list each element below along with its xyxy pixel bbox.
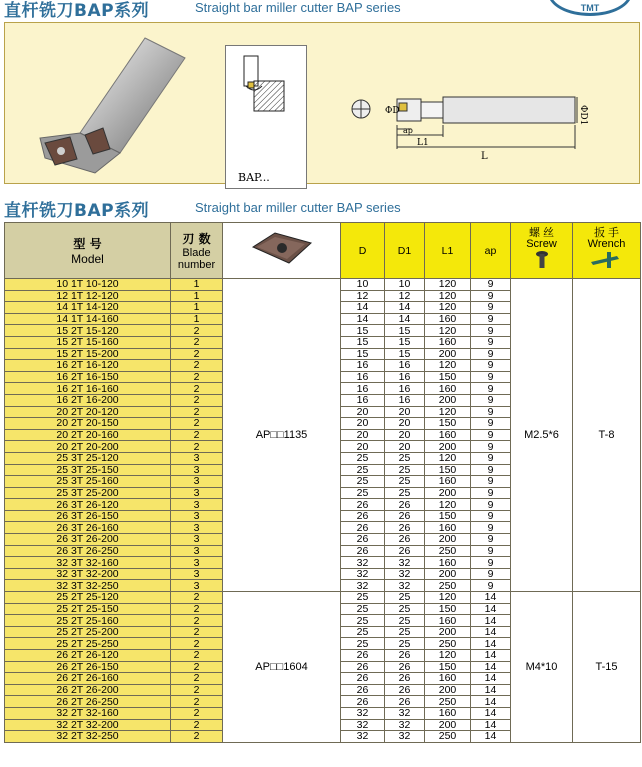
header-title-cn: 直杆铣刀BAP系列 [4,1,150,21]
model-cell: 10 1T 10-120 [5,279,171,291]
model-cell: 26 2T 26-160 [5,673,171,685]
model-cell: 32 3T 32-160 [5,557,171,569]
ap-cell: 9 [471,336,511,348]
model-cell: 26 2T 26-200 [5,684,171,696]
blade-cell: 2 [171,719,223,731]
D-cell: 32 [341,731,385,743]
blade-cell: 3 [171,487,223,499]
model-cell: 12 1T 12-120 [5,290,171,302]
D1-cell: 26 [385,510,425,522]
model-cell: 20 2T 20-150 [5,418,171,430]
D1-cell: 14 [385,302,425,314]
D1-cell: 25 [385,464,425,476]
model-cell: 25 2T 25-200 [5,626,171,638]
L1-cell: 150 [425,603,471,615]
model-cell: 16 2T 16-150 [5,371,171,383]
blade-cell: 2 [171,406,223,418]
D-cell: 26 [341,545,385,557]
model-cell: 25 3T 25-200 [5,487,171,499]
ap-cell: 9 [471,418,511,430]
ap-cell: 9 [471,383,511,395]
screw-icon [535,250,549,270]
D1-cell: 25 [385,615,425,627]
D1-cell: 26 [385,673,425,685]
ap-cell: 14 [471,638,511,650]
blade-cell: 3 [171,510,223,522]
model-cell: 16 2T 16-120 [5,360,171,372]
model-cell: 14 1T 14-160 [5,313,171,325]
blade-cell: 2 [171,325,223,337]
model-cell: 26 3T 26-250 [5,545,171,557]
D-cell: 10 [341,279,385,291]
L1-cell: 200 [425,394,471,406]
model-cell: 20 2T 20-160 [5,429,171,441]
D-cell: 16 [341,383,385,395]
ap-cell: 9 [471,302,511,314]
D1-cell: 32 [385,580,425,592]
header-D1: D1 [385,223,425,279]
blade-cell: 2 [171,707,223,719]
D1-cell: 26 [385,545,425,557]
D1-cell: 12 [385,290,425,302]
model-cell: 32 2T 32-250 [5,731,171,743]
ap-cell: 9 [471,394,511,406]
table-row [5,279,641,291]
blade-cell: 3 [171,545,223,557]
ap-cell: 9 [471,279,511,291]
ap-cell: 14 [471,719,511,731]
wrench-spec-cell: T-8 [573,279,641,592]
D-cell: 32 [341,719,385,731]
L1-cell: 160 [425,707,471,719]
blade-cell: 2 [171,348,223,360]
blade-cell: 2 [171,394,223,406]
D-cell: 25 [341,603,385,615]
model-cell: 15 2T 15-200 [5,348,171,360]
blade-cell: 1 [171,313,223,325]
blade-cell: 2 [171,429,223,441]
L1-cell: 200 [425,568,471,580]
model-cell: 25 3T 25-150 [5,464,171,476]
cutter-dimension-diagram [349,89,599,179]
ap-cell: 14 [471,592,511,604]
table-title-cn: 直杆铣刀BAP系列 [4,201,150,221]
ap-cell: 9 [471,290,511,302]
L1-cell: 120 [425,650,471,662]
L1-cell: 200 [425,719,471,731]
blade-cell: 1 [171,302,223,314]
ap-cell: 9 [471,499,511,511]
L1-cell: 160 [425,476,471,488]
L1-cell: 120 [425,592,471,604]
product-banner [4,22,640,184]
model-cell: 26 2T 26-250 [5,696,171,708]
blade-cell: 2 [171,603,223,615]
table-row [5,592,641,604]
model-cell: 25 2T 25-160 [5,615,171,627]
D-cell: 26 [341,499,385,511]
model-cell: 14 1T 14-120 [5,302,171,314]
model-cell: 26 3T 26-150 [5,510,171,522]
D1-cell: 32 [385,719,425,731]
D1-cell: 20 [385,418,425,430]
D1-cell: 26 [385,499,425,511]
D1-cell: 16 [385,371,425,383]
screw-spec-cell: M2.5*6 [511,279,573,592]
D-cell: 25 [341,615,385,627]
ap-cell: 14 [471,684,511,696]
L1-cell: 150 [425,464,471,476]
D-cell: 25 [341,592,385,604]
L1-cell: 250 [425,731,471,743]
L1-cell: 200 [425,348,471,360]
blade-cell: 2 [171,441,223,453]
ap-cell: 14 [471,661,511,673]
model-cell: 15 2T 15-120 [5,325,171,337]
blade-cell: 3 [171,452,223,464]
D1-cell: 25 [385,592,425,604]
D1-cell: 25 [385,476,425,488]
model-cell: 32 3T 32-250 [5,580,171,592]
blade-cell: 2 [171,592,223,604]
L1-cell: 120 [425,279,471,291]
model-cell: 32 2T 32-160 [5,707,171,719]
L1-cell: 160 [425,615,471,627]
diagram-caption: BAP... [238,171,270,184]
L1-cell: 150 [425,418,471,430]
L1-cell: 120 [425,406,471,418]
D1-cell: 25 [385,603,425,615]
D1-cell: 25 [385,638,425,650]
blade-cell: 2 [171,615,223,627]
D-cell: 15 [341,336,385,348]
L1-cell: 150 [425,661,471,673]
ap-cell: 9 [471,534,511,546]
blade-cell: 2 [171,383,223,395]
blade-cell: 2 [171,336,223,348]
D-cell: 15 [341,325,385,337]
L1-cell: 200 [425,534,471,546]
blade-cell: 3 [171,557,223,569]
insert-code-cell: AP□□1604 [223,592,341,743]
ap-cell: 9 [471,371,511,383]
D-cell: 26 [341,661,385,673]
svg-text:L: L [481,151,488,162]
header-blade-number: 刃 数 Blade number [171,223,223,279]
blade-cell: 3 [171,568,223,580]
L1-cell: 200 [425,684,471,696]
header-ap: ap [471,223,511,279]
L1-cell: 160 [425,673,471,685]
end-mill-photo [25,33,195,178]
L1-cell: 250 [425,696,471,708]
blade-cell: 2 [171,696,223,708]
ap-cell: 14 [471,707,511,719]
header-wrench: 扳 手 Wrench [573,223,641,279]
L1-cell: 120 [425,499,471,511]
model-cell: 26 3T 26-160 [5,522,171,534]
section-header-table [0,196,642,221]
L1-cell: 200 [425,441,471,453]
ap-cell: 9 [471,464,511,476]
D-cell: 26 [341,534,385,546]
model-cell: 25 3T 25-160 [5,476,171,488]
D-cell: 25 [341,476,385,488]
D1-cell: 26 [385,684,425,696]
D-cell: 32 [341,707,385,719]
D1-cell: 26 [385,534,425,546]
ap-cell: 9 [471,487,511,499]
wrench-icon [589,250,625,270]
header-L1: L1 [425,223,471,279]
D-cell: 26 [341,673,385,685]
model-cell: 25 3T 25-120 [5,452,171,464]
D-cell: 16 [341,360,385,372]
blade-cell: 1 [171,290,223,302]
D-cell: 26 [341,510,385,522]
D-cell: 20 [341,406,385,418]
blade-cell: 2 [171,731,223,743]
D1-cell: 10 [385,279,425,291]
ap-cell: 9 [471,429,511,441]
header-model: 型 号 Model [5,223,171,279]
svg-text:ΦD1: ΦD1 [578,105,588,126]
header-title-en: Straight bar miller cutter BAP series [195,0,401,15]
model-cell: 15 2T 15-160 [5,336,171,348]
insert-position-diagram [225,45,307,189]
ap-cell: 14 [471,673,511,685]
D-cell: 26 [341,650,385,662]
L1-cell: 200 [425,626,471,638]
L1-cell: 150 [425,510,471,522]
D1-cell: 25 [385,452,425,464]
D-cell: 26 [341,696,385,708]
insert-icon [247,229,317,269]
D-cell: 16 [341,371,385,383]
ap-cell: 14 [471,626,511,638]
L1-cell: 160 [425,557,471,569]
ap-cell: 9 [471,441,511,453]
ap-cell: 9 [471,406,511,418]
company-logo: TMT [548,0,632,16]
blade-cell: 3 [171,499,223,511]
D1-cell: 32 [385,568,425,580]
D-cell: 15 [341,348,385,360]
D1-cell: 15 [385,336,425,348]
D1-cell: 16 [385,383,425,395]
section-header-top [0,0,642,21]
L1-cell: 200 [425,487,471,499]
ap-cell: 14 [471,731,511,743]
D-cell: 25 [341,464,385,476]
svg-text:ΦD: ΦD [385,106,400,116]
ap-cell: 9 [471,325,511,337]
L1-cell: 160 [425,429,471,441]
ap-cell: 9 [471,452,511,464]
model-cell: 26 2T 26-150 [5,661,171,673]
L1-cell: 160 [425,522,471,534]
blade-cell: 2 [171,418,223,430]
blade-cell: 3 [171,464,223,476]
ap-cell: 9 [471,522,511,534]
L1-cell: 160 [425,313,471,325]
D-cell: 14 [341,302,385,314]
D1-cell: 14 [385,313,425,325]
L1-cell: 120 [425,325,471,337]
L1-cell: 120 [425,290,471,302]
D-cell: 25 [341,452,385,464]
model-cell: 20 2T 20-120 [5,406,171,418]
insert-image-header [223,223,341,279]
blade-cell: 3 [171,522,223,534]
D-cell: 32 [341,580,385,592]
D1-cell: 15 [385,348,425,360]
model-cell: 16 2T 16-160 [5,383,171,395]
ap-cell: 9 [471,313,511,325]
header-screw: 螺 丝 Screw [511,223,573,279]
D1-cell: 16 [385,360,425,372]
D1-cell: 32 [385,557,425,569]
model-cell: 16 2T 16-200 [5,394,171,406]
D-cell: 20 [341,441,385,453]
blade-cell: 2 [171,684,223,696]
blade-cell: 2 [171,360,223,372]
ap-cell: 14 [471,603,511,615]
model-cell: 25 2T 25-150 [5,603,171,615]
D1-cell: 16 [385,394,425,406]
D-cell: 20 [341,418,385,430]
model-cell: 25 2T 25-250 [5,638,171,650]
D1-cell: 26 [385,661,425,673]
D-cell: 32 [341,568,385,580]
blade-cell: 2 [171,673,223,685]
ap-cell: 9 [471,568,511,580]
model-cell: 26 2T 26-120 [5,650,171,662]
ap-cell: 14 [471,696,511,708]
blade-cell: 3 [171,476,223,488]
L1-cell: 250 [425,545,471,557]
D-cell: 25 [341,638,385,650]
D-cell: 26 [341,684,385,696]
ap-cell: 9 [471,476,511,488]
D1-cell: 15 [385,325,425,337]
blade-cell: 2 [171,638,223,650]
L1-cell: 120 [425,360,471,372]
model-cell: 32 2T 32-200 [5,719,171,731]
blade-cell: 3 [171,580,223,592]
D-cell: 20 [341,429,385,441]
D1-cell: 32 [385,707,425,719]
table-title-en: Straight bar miller cutter BAP series [195,200,401,215]
L1-cell: 150 [425,371,471,383]
blade-cell: 3 [171,534,223,546]
specification-table [4,222,641,743]
ap-cell: 9 [471,348,511,360]
blade-cell: 2 [171,626,223,638]
model-cell: 26 3T 26-200 [5,534,171,546]
D-cell: 16 [341,394,385,406]
D-cell: 12 [341,290,385,302]
screw-spec-cell: M4*10 [511,592,573,743]
D-cell: 14 [341,313,385,325]
D1-cell: 20 [385,406,425,418]
svg-text:L1: L1 [417,138,429,148]
D-cell: 26 [341,522,385,534]
ap-cell: 9 [471,557,511,569]
D1-cell: 25 [385,487,425,499]
D1-cell: 26 [385,522,425,534]
ap-cell: 14 [471,615,511,627]
D1-cell: 26 [385,696,425,708]
D1-cell: 26 [385,650,425,662]
L1-cell: 160 [425,336,471,348]
model-cell: 20 2T 20-200 [5,441,171,453]
insert-code-cell: AP□□1135 [223,279,341,592]
D1-cell: 32 [385,731,425,743]
model-cell: 26 3T 26-120 [5,499,171,511]
D-cell: 25 [341,487,385,499]
L1-cell: 160 [425,383,471,395]
wrench-spec-cell: T-15 [573,592,641,743]
L1-cell: 120 [425,452,471,464]
header-D: D [341,223,385,279]
D1-cell: 20 [385,429,425,441]
D-cell: 32 [341,557,385,569]
ap-cell: 9 [471,510,511,522]
D-cell: 25 [341,626,385,638]
D1-cell: 25 [385,626,425,638]
model-cell: 32 3T 32-200 [5,568,171,580]
ap-cell: 14 [471,650,511,662]
L1-cell: 250 [425,638,471,650]
blade-cell: 1 [171,279,223,291]
ap-cell: 9 [471,580,511,592]
blade-cell: 2 [171,371,223,383]
ap-cell: 9 [471,360,511,372]
blade-cell: 2 [171,650,223,662]
blade-cell: 2 [171,661,223,673]
model-cell: 25 2T 25-120 [5,592,171,604]
svg-text:ap: ap [403,126,413,135]
ap-cell: 9 [471,545,511,557]
L1-cell: 250 [425,580,471,592]
D1-cell: 20 [385,441,425,453]
L1-cell: 120 [425,302,471,314]
